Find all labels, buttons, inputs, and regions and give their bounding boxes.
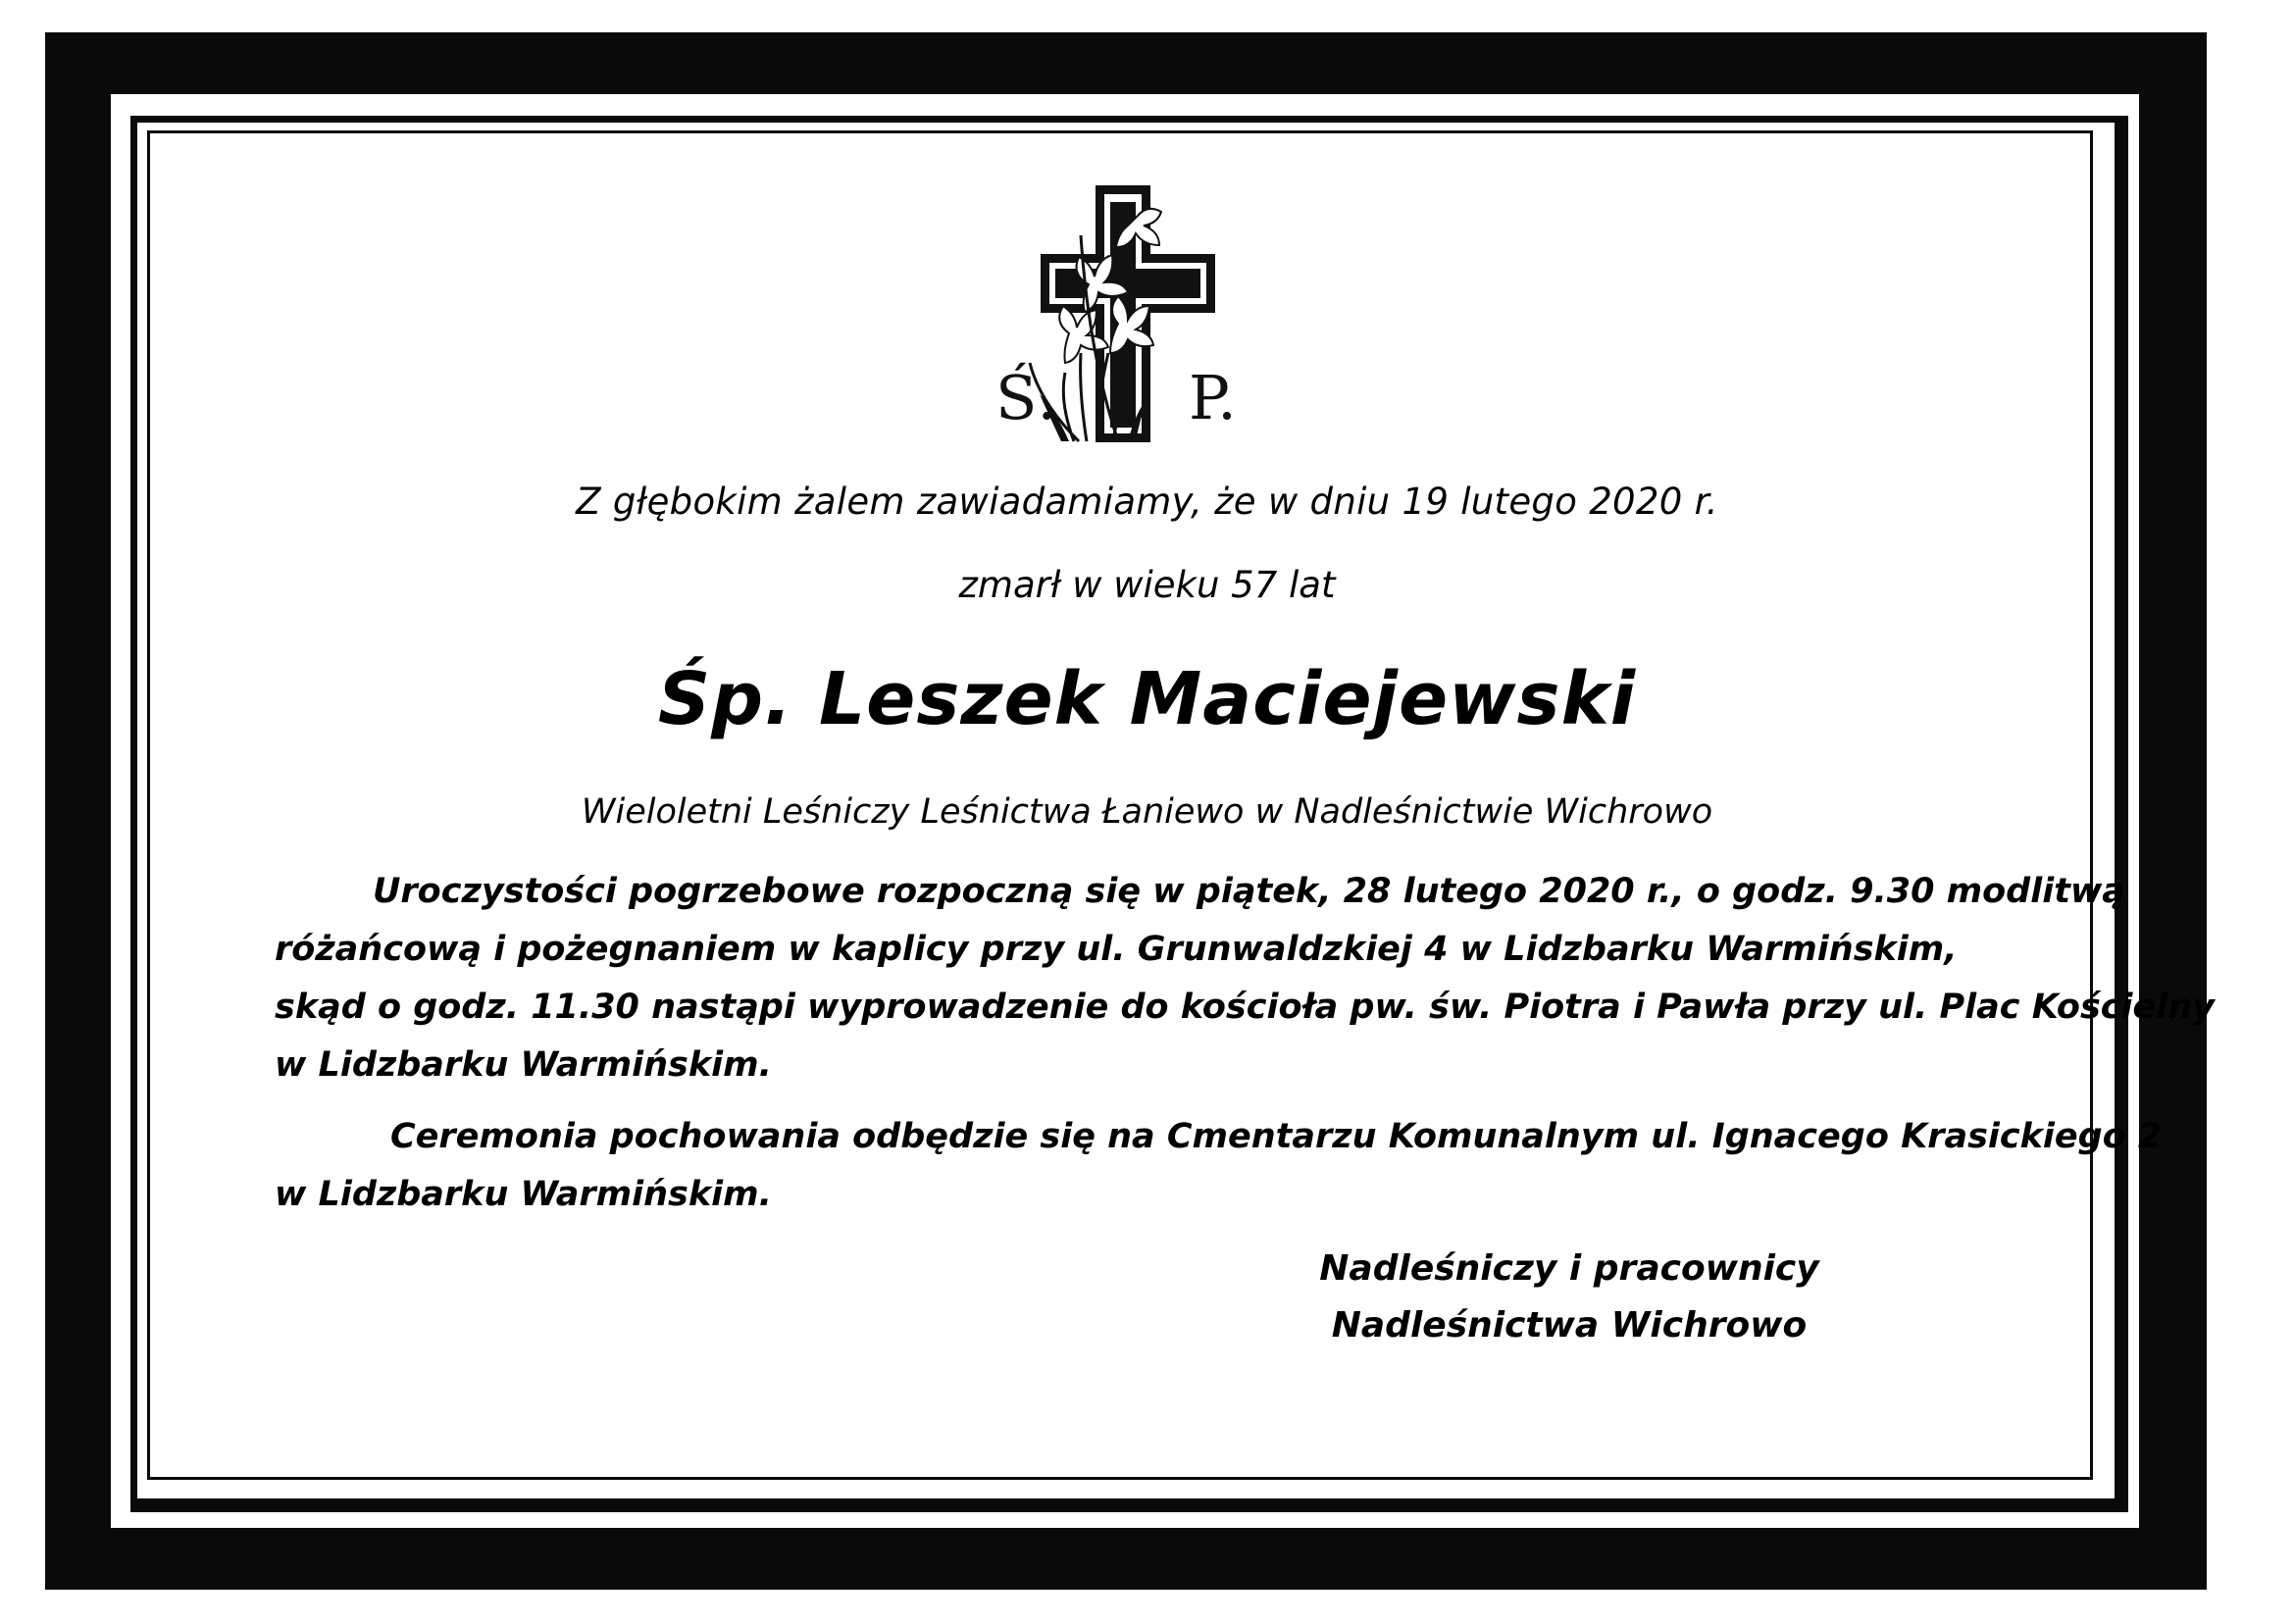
funeral-paragraph [275, 863, 2215, 1094]
burial-paragraph [275, 1108, 2163, 1224]
burial-line: w Lidzbarku Warmińskim. [275, 1175, 772, 1214]
sp-letter-p: P. [1189, 362, 1237, 433]
announcement-line: Z głębokim żalem zawiadamiamy, że w dniu 19 lutego 2020 r. [576, 481, 1718, 523]
funeral-line: skąd o godz. 11.30 nastąpi wyprowadzenie do kościoła pw. św. Piotra i Pawła przy ul. Plac Kościelny [275, 988, 2215, 1027]
signature-line-2: Nadleśnictwa Wichrowo [1331, 1305, 1808, 1345]
deceased-role: Wieloletni Leśniczy Leśnictwa Łaniewo w Nadleśnictwie Wichrowo [581, 792, 1713, 832]
deceased-name: Śp. Leszek Maciejewski [657, 657, 1637, 741]
signature-block [1275, 1241, 1863, 1354]
funeral-line: w Lidzbarku Warmińskim. [275, 1045, 772, 1085]
burial-line: Ceremonia pochowania odbędzie się na Cmentarzu Komunalnym ul. Ignacego Krasickiego 2 [390, 1117, 2163, 1156]
sp-letter-s: Ś. [995, 362, 1057, 433]
age-line: zmarł w wieku 57 lat [958, 564, 1336, 606]
funeral-line: różańcową i pożegnaniem w kaplicy przy ul. Grunwaldzkiej 4 w Lidzbarku Warmińskim, [275, 930, 1958, 969]
funeral-line: Uroczystości pogrzebowe rozpoczną się w piątek, 28 lutego 2020 r., o godz. 9.30 modlitwą [373, 872, 2125, 911]
signature-line-1: Nadleśniczy i pracownicy [1319, 1248, 1819, 1289]
